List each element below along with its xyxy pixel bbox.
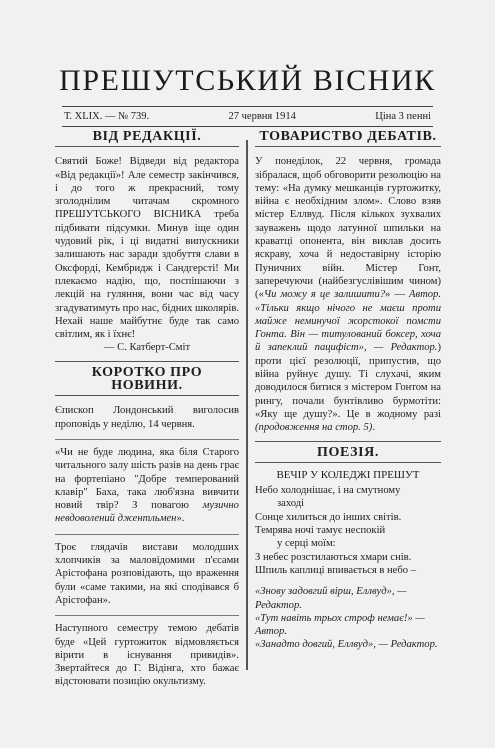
issue-volume: Т. XLIX. — № 739. bbox=[64, 110, 150, 122]
poem-line: Небо холоднішає, і на смутному bbox=[255, 485, 401, 497]
poem-comment bbox=[255, 638, 441, 651]
masthead-rule-top bbox=[62, 106, 433, 107]
poem-comment bbox=[255, 585, 441, 612]
poetry-heading: ПОЕЗІЯ. bbox=[255, 441, 441, 463]
poem-line: Сонце хилиться до інших світів. bbox=[255, 511, 402, 523]
poem-comment-text: «Занадто довгий, Еллвуд», — Редактор. bbox=[255, 639, 438, 651]
poem-comment bbox=[255, 612, 441, 639]
news-item-debate-topic: Наступного семестру темою дебатів буде «Цей гуртожиток відмовляється вірити в існування привидів». Звертайтеся до Г. Відінга, хто бажає відстоювати позицію окультизму. bbox=[55, 615, 239, 688]
editorial-text: Святий Боже! Відведи від редактора «Від редакції»! Але семестр закінчився, і до того ж прекрасний, тому зголоднілим читачам скромного ПРЕШУТСЬКОГО ВІСНИКА треба підбивати підсумки. Минув іще один чудовий рік, і ці видатні випускники залишають нас заради здобуття слави в Оксфорді, Кембридж і Сандгерсті! Ми плекаємо надію, що, поспішаючи з лекцій на гуляння, вони час від часу згадуватимуть про нас, бідних школярів. Нехай наше майбутнє буде так само світлим, як і їхнє! bbox=[55, 156, 239, 341]
poem-line: заході bbox=[277, 498, 305, 510]
news-item-aristophanes: Троє глядачів вистави молодших хлопчиків за маловідомими п'єсами Арістофана розповідають, що враження були «саме такими, на які сподівався б Арістофан». bbox=[55, 534, 239, 607]
poem-line: у серці моїм: bbox=[277, 538, 336, 550]
poem-comment-text: «Знову задовгий вірш, Еллвуд», — Редактор. bbox=[255, 586, 407, 611]
issue-date: 27 червня 1914 bbox=[228, 110, 296, 122]
editorial-heading: ВІД РЕДАКЦІЇ. bbox=[55, 130, 239, 147]
poem-line: Шпиль каплиці впивається в небо – bbox=[255, 564, 417, 576]
poem-comment-text: «Тут навіть трьох строф немає!» — Автор. bbox=[255, 612, 425, 638]
debate-text-4: . bbox=[372, 422, 375, 434]
debate-text-2: » — bbox=[385, 289, 410, 301]
issue-price: Ціна 3 пенні bbox=[375, 110, 431, 122]
debate-aside-2: Автор. «Тільки якщо нічого не маєш проти майже неминучої жорстокої помсти Гонта. Він — титулований боксер, хоча й запеклий пацифіст», — Редактор. bbox=[255, 289, 441, 354]
poem-line: Темрява ночі тамує неспокій bbox=[255, 525, 386, 537]
poem-title: ВЕЧІР У КОЛЕДЖІ ПРЕШУТ bbox=[276, 468, 420, 481]
right-column bbox=[255, 130, 441, 652]
issue-line bbox=[64, 108, 431, 124]
news-item-piano-signature: музично невдоволений джентльмен bbox=[55, 500, 239, 525]
poem-line: З небес розстилаються хмари снів. bbox=[255, 551, 412, 563]
left-column bbox=[55, 130, 239, 689]
debate-aside-1: Чи можу я це залишити? bbox=[263, 289, 386, 301]
news-item-piano-text: «Чи не буде людина, яка біля Старого читального залу шість разів на день грає на фортепіано "Добре темперований клавір" Баха, така люб'язна вивчити новий твір? З повагою bbox=[55, 446, 239, 512]
debate-heading: ТОВАРИСТВО ДЕБАТІВ. bbox=[255, 130, 441, 147]
news-item-piano-end: ». bbox=[176, 513, 185, 525]
news-item-piano bbox=[55, 439, 239, 526]
debate-continued: (продовження на стор. 5) bbox=[255, 422, 373, 434]
news-item-bishop: Єпископ Лондонський виголосив проповідь у неділю, 14 червня. bbox=[55, 405, 239, 430]
column-divider bbox=[246, 140, 248, 670]
debate-text-1: У понеділок, 22 червня, громада зібралася, щоб обговорити резолюцію на тему: «На думку мешканців гуртожитку, війна є необхідним злом». Слово взяв містер Еллвуд. Після кількох зухвалих зауважень щодо латунної шпильки на краватці опонента, він виклав досить яскраву, хоча й недоставірну історію Пуничних війн. Містер Гонт, заперечуючи (найбезгуслівішим чином) (« bbox=[255, 156, 441, 301]
masthead: ПРЕШУТСЬКИЙ ВІСНИК bbox=[59, 64, 436, 97]
editorial-signature: — С. Катберт-Сміт bbox=[103, 342, 191, 354]
news-heading: КОРОТКО ПРО НОВИНИ. bbox=[55, 361, 239, 397]
debate-text bbox=[255, 155, 441, 434]
masthead-rule-bottom bbox=[62, 126, 433, 127]
debate-text-3: ) проти цієї резолюції, припустив, що війна руйнує душу. Ті слухачі, яким доводилося битися з містером Гонтом на рингу, почали бунтівливо бурмотіти: «Яку ще душу?». Це в жодному разі bbox=[255, 342, 441, 420]
